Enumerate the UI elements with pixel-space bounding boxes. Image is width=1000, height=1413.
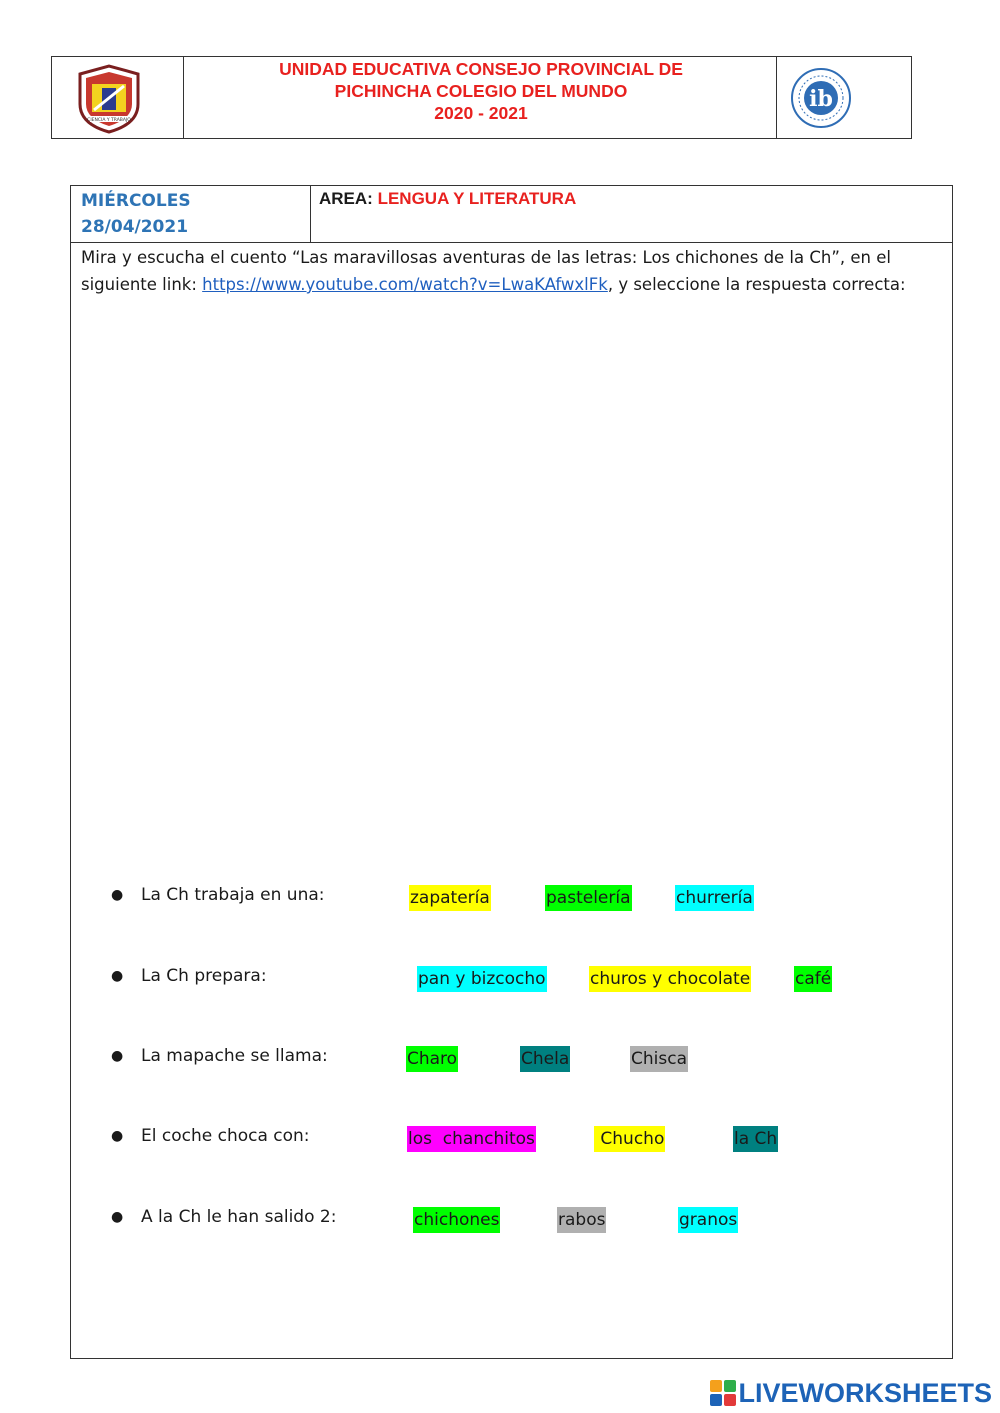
answer-option[interactable]: la Ch — [733, 1126, 778, 1152]
answer-option[interactable]: pan y bizcocho — [417, 966, 547, 992]
ib-world-school-icon — [789, 66, 853, 130]
answer-option[interactable]: Chucho — [594, 1126, 665, 1152]
answer-option[interactable]: Chela — [520, 1046, 570, 1072]
question-2 — [111, 966, 931, 996]
answer-option[interactable]: churrería — [675, 885, 754, 911]
instructions-before: Mira y escucha el cuento “Las maravillosas aventuras de las letras: Los chichones de la Ch”, en el siguiente link: — [81, 248, 891, 294]
header-table — [51, 56, 912, 139]
answer-option[interactable]: los chanchitos — [407, 1126, 536, 1152]
crest-motto: CIENCIA Y TRABAJO — [87, 118, 131, 123]
youtube-link[interactable]: https://www.youtube.com/watch?v=LwaKAfwxlFk — [202, 275, 608, 294]
instructions-after: , y seleccione la respuesta correcta: — [607, 275, 906, 294]
bullet-icon: ● — [111, 1209, 124, 1225]
area-prefix: AREA: — [319, 189, 373, 208]
bullet-icon: ● — [111, 968, 124, 984]
question-3 — [111, 1046, 931, 1076]
school-title-line2: PICHINCHA COLEGIO DEL MUNDO — [334, 81, 628, 101]
liveworksheets-brand — [710, 1378, 992, 1408]
area-label — [319, 189, 576, 209]
bullet-icon: ● — [111, 1048, 124, 1064]
question-label: El coche choca con: — [141, 1126, 310, 1146]
liveworksheets-logo-icon — [710, 1380, 736, 1406]
answer-option[interactable]: pastelería — [545, 885, 632, 911]
table-header-row — [71, 186, 952, 243]
right-logo-cell — [776, 57, 911, 138]
date-day: MIÉRCOLES — [81, 191, 191, 211]
answer-option[interactable]: Charo — [406, 1046, 458, 1072]
answer-option[interactable]: chichones — [413, 1207, 500, 1233]
answer-option[interactable]: café — [794, 966, 832, 992]
ib-letters: ib — [809, 86, 833, 112]
school-crest-icon — [72, 64, 146, 134]
question-label: La Ch prepara: — [141, 966, 267, 986]
bullet-icon: ● — [111, 887, 124, 903]
area-subject: LENGUA Y LITERATURA — [377, 189, 577, 208]
brand-text: LIVEWORKSHEETS — [738, 1377, 992, 1408]
question-1 — [111, 885, 931, 915]
bullet-icon: ● — [111, 1128, 124, 1144]
answer-option[interactable]: rabos — [557, 1207, 606, 1233]
question-label: A la Ch le han salido 2: — [141, 1207, 337, 1227]
answer-option[interactable]: Chisca — [630, 1046, 688, 1072]
school-year: 2020 - 2021 — [434, 103, 528, 123]
date-cell — [71, 186, 311, 242]
date-value: 28/04/2021 — [81, 217, 189, 237]
left-logo-cell — [52, 57, 184, 138]
school-title — [184, 57, 778, 139]
answer-option[interactable]: granos — [678, 1207, 738, 1233]
answer-option[interactable]: zapatería — [409, 885, 491, 911]
question-5 — [111, 1207, 931, 1237]
instructions-text — [81, 244, 941, 298]
question-label: La mapache se llama: — [141, 1046, 328, 1066]
school-title-line1: UNIDAD EDUCATIVA CONSEJO PROVINCIAL DE — [279, 59, 683, 79]
answer-option[interactable]: churos y chocolate — [589, 966, 751, 992]
activity-table — [70, 185, 953, 1359]
question-4 — [111, 1126, 931, 1156]
question-label: La Ch trabaja en una: — [141, 885, 325, 905]
